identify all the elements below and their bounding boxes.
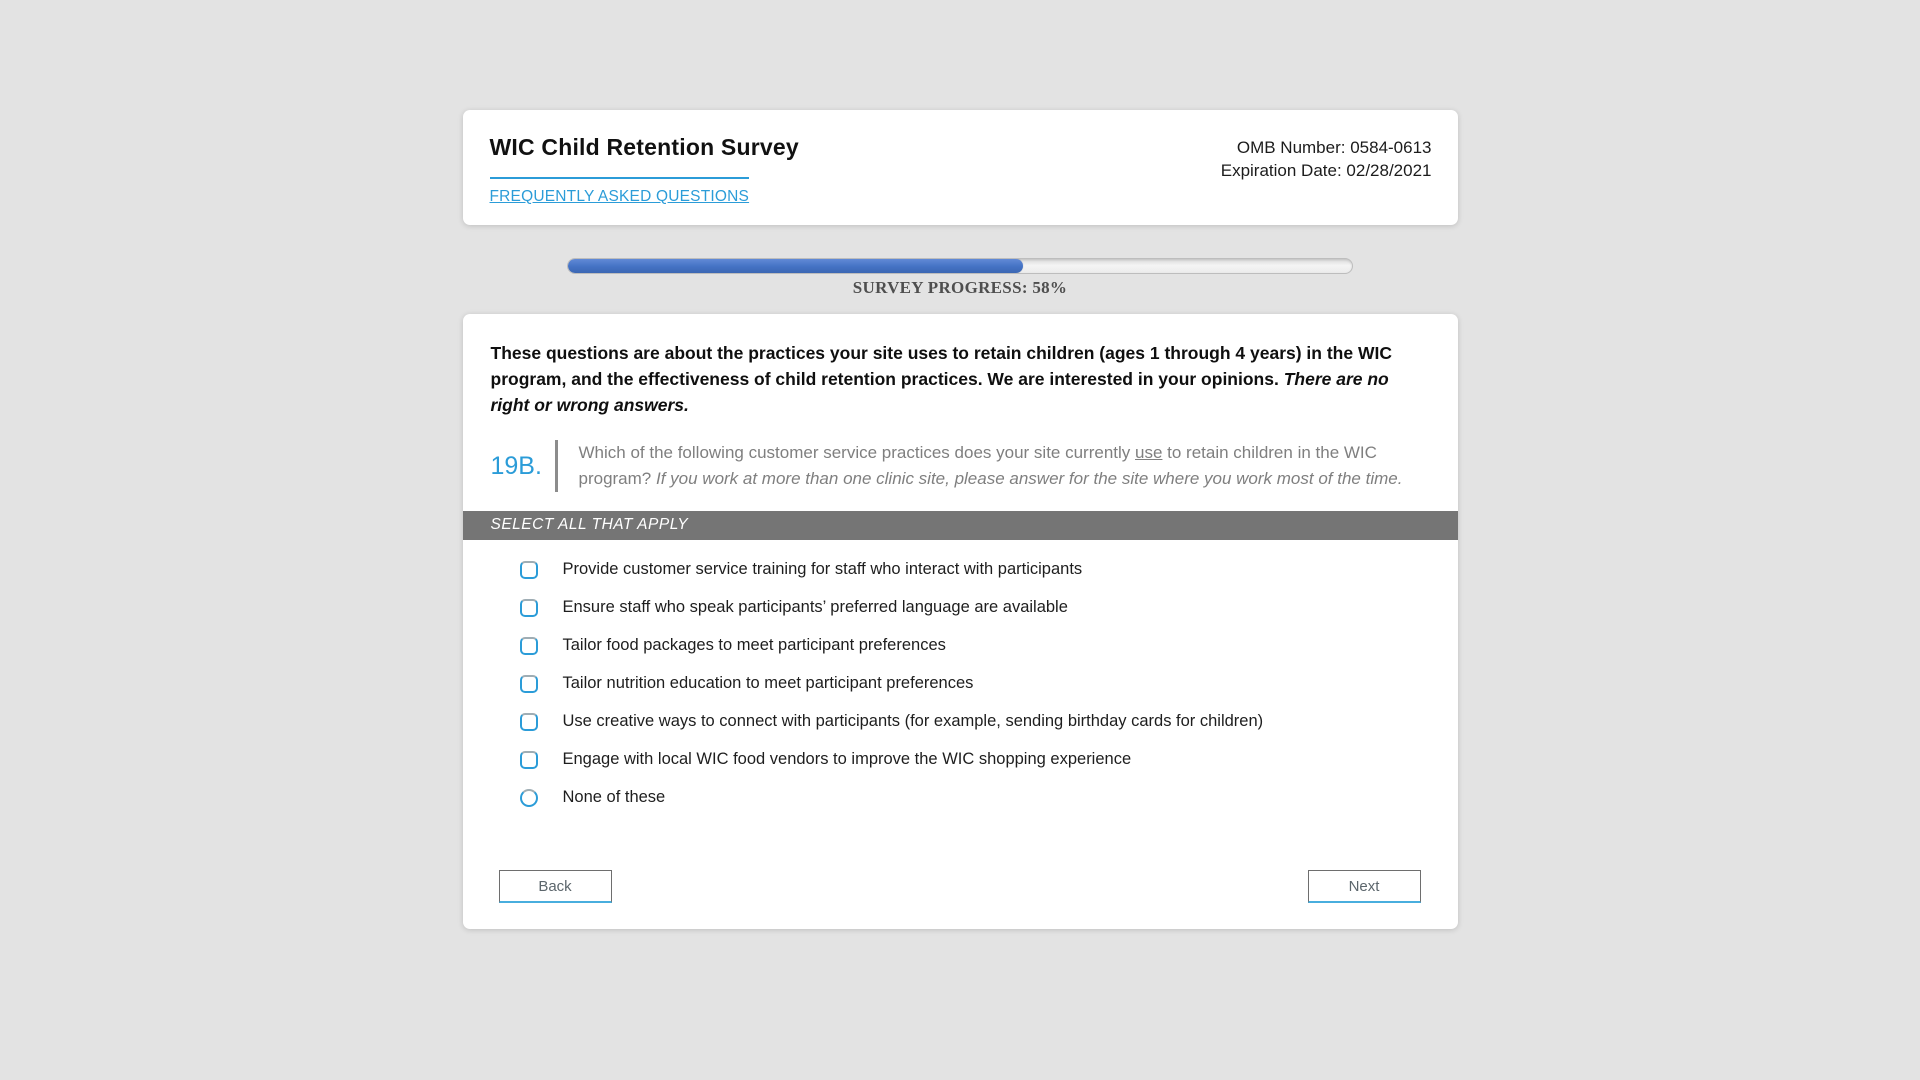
question-italic-note: If you work at more than one clinic site, please answer for the site where you work most of the time. bbox=[655, 469, 1403, 488]
option-row[interactable] bbox=[520, 712, 1428, 731]
checkbox-icon[interactable] bbox=[520, 751, 538, 769]
intro-emphasis: There are no right or wrong answers. bbox=[490, 369, 1389, 415]
header-card bbox=[463, 110, 1458, 225]
instruction-bar: SELECT ALL THAT APPLY bbox=[463, 511, 1458, 540]
question-row bbox=[491, 440, 1428, 492]
option-row[interactable] bbox=[520, 788, 1428, 807]
option-label[interactable]: Use creative ways to connect with participants (for example, sending birthday cards for children) bbox=[562, 712, 1264, 730]
question-card bbox=[463, 314, 1458, 929]
header-left bbox=[490, 134, 799, 207]
checkbox-icon[interactable] bbox=[520, 561, 538, 579]
progress-label: SURVEY PROGRESS: 58% bbox=[852, 278, 1068, 297]
option-row[interactable] bbox=[520, 560, 1428, 579]
survey-title: WIC Child Retention Survey bbox=[489, 134, 799, 160]
option-row[interactable] bbox=[520, 674, 1428, 693]
checkbox-icon[interactable] bbox=[520, 599, 538, 617]
option-label[interactable]: Tailor nutrition education to meet participant preferences bbox=[562, 674, 974, 692]
omb-block bbox=[1221, 134, 1432, 207]
checkbox-icon[interactable] bbox=[520, 713, 538, 731]
option-label[interactable]: Provide customer service training for staff who interact with participants bbox=[562, 560, 1083, 578]
back-button[interactable]: Back bbox=[499, 870, 612, 903]
question-underlined-word: use bbox=[1135, 443, 1163, 462]
checkbox-icon[interactable] bbox=[520, 637, 538, 655]
option-label[interactable]: Ensure staff who speak participants’ preferred language are available bbox=[562, 598, 1068, 616]
question-text bbox=[579, 440, 1428, 492]
option-label[interactable]: None of these bbox=[562, 788, 666, 806]
option-label[interactable]: Tailor food packages to meet participant preferences bbox=[562, 636, 946, 654]
radio-icon[interactable] bbox=[520, 789, 538, 807]
omb-number: OMB Number: 0584-0613 bbox=[1236, 138, 1432, 157]
question-divider bbox=[555, 440, 558, 492]
option-row[interactable] bbox=[520, 636, 1428, 655]
intro-text: These questions are about the practices your site uses to retain children (ages 1 through 4 years) in the WIC program, and the effectiveness of child retention practices. We are interested in your opinions. bbox=[490, 343, 1392, 389]
progress-fill bbox=[568, 259, 1023, 273]
progress-bar bbox=[567, 258, 1353, 274]
expiration-date: Expiration Date: 02/28/2021 bbox=[1220, 161, 1432, 180]
option-label[interactable]: Engage with local WIC food vendors to improve the WIC shopping experience bbox=[562, 750, 1132, 768]
question-part1: Which of the following customer service practices does your site currently bbox=[578, 443, 1136, 462]
section-intro bbox=[463, 314, 1458, 418]
faq-link[interactable]: FREQUENTLY ASKED QUESTIONS bbox=[490, 177, 750, 207]
question-number: 19B. bbox=[490, 451, 542, 480]
option-row[interactable] bbox=[520, 598, 1428, 617]
progress-section bbox=[567, 258, 1353, 298]
checkbox-icon[interactable] bbox=[520, 675, 538, 693]
option-row[interactable] bbox=[520, 750, 1428, 769]
options-list bbox=[463, 540, 1458, 807]
nav-buttons bbox=[463, 826, 1458, 903]
next-button[interactable]: Next bbox=[1308, 870, 1421, 903]
question-part2: to retain children in the WIC program? bbox=[578, 443, 1377, 488]
